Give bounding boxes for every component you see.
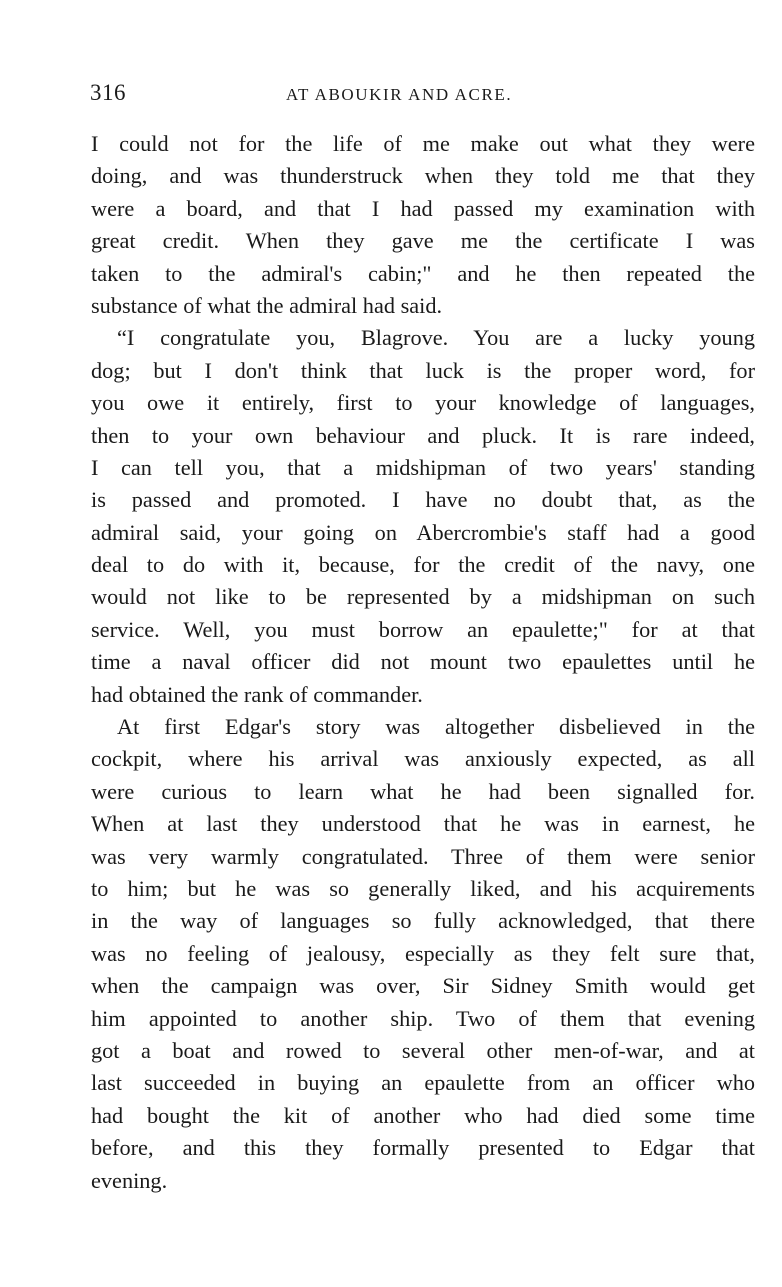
text-line: doing, and was thunderstruck when they told me that they bbox=[91, 163, 755, 189]
paragraph-2 bbox=[91, 322, 755, 711]
text-line: was no feeling of jealousy, especially as they felt sure that, bbox=[91, 940, 755, 966]
running-head bbox=[90, 78, 752, 108]
text-line: had bought the kit of another who had died some time bbox=[91, 1102, 755, 1128]
text-line: substance of what the admiral had said. bbox=[91, 292, 443, 318]
running-title: AT ABOUKIR AND ACRE. bbox=[286, 85, 513, 104]
text-line: to him; but he was so generally liked, and his acquirements bbox=[91, 875, 755, 901]
text-line: deal to do with it, because, for the credit of the navy, one bbox=[91, 552, 755, 578]
paragraph-3 bbox=[91, 711, 755, 1197]
text-line: last succeeded in buying an epaulette from an officer who bbox=[91, 1070, 755, 1096]
text-line: time a naval officer did not mount two epaulettes until he bbox=[91, 649, 755, 675]
text-line: At first Edgar's story was altogether disbelieved in the bbox=[117, 714, 755, 740]
paragraph-1 bbox=[91, 128, 755, 322]
text-line: evening. bbox=[91, 1167, 168, 1193]
text-line: were curious to learn what he had been signalled for. bbox=[91, 778, 755, 804]
text-line: had obtained the rank of commander. bbox=[91, 681, 423, 707]
text-line: when the campaign was over, Sir Sidney Smith would get bbox=[91, 973, 755, 999]
text-line: I can tell you, that a midshipman of two years' standing bbox=[91, 454, 755, 480]
text-line: dog; but I don't think that luck is the proper word, for bbox=[91, 357, 755, 383]
text-line: then to your own behaviour and pluck. It is rare indeed, bbox=[91, 422, 755, 448]
text-line: would not like to be represented by a midshipman on such bbox=[91, 584, 755, 610]
text-line: great credit. When they gave me the certificate I was bbox=[91, 228, 755, 254]
text-line: I could not for the life of me make out what they were bbox=[91, 131, 755, 156]
text-line: is passed and promoted. I have no doubt that, as the bbox=[91, 487, 755, 513]
text-line: were a board, and that I had passed my examination with bbox=[91, 195, 755, 221]
text-line: in the way of languages so fully acknowledged, that there bbox=[91, 908, 755, 934]
page-number: 316 bbox=[90, 80, 126, 105]
text-line: got a boat and rowed to several other men-of-war, and at bbox=[91, 1037, 755, 1063]
text-line: cockpit, where his arrival was anxiously expected, as all bbox=[91, 746, 755, 772]
text-line: taken to the admiral's cabin;" and he then repeated the bbox=[91, 260, 755, 286]
text-line: was very warmly congratulated. Three of them were senior bbox=[91, 843, 755, 869]
text-line: “I congratulate you, Blagrove. You are a lucky young bbox=[117, 325, 755, 351]
text-line: When at last they understood that he was in earnest, he bbox=[91, 811, 755, 837]
text-line: him appointed to another ship. Two of them that evening bbox=[91, 1005, 755, 1031]
text-line: before, and this they formally presented to Edgar that bbox=[91, 1135, 755, 1161]
body-text bbox=[91, 128, 755, 1197]
text-line: you owe it entirely, first to your knowledge of languages, bbox=[91, 390, 755, 416]
text-line: service. Well, you must borrow an epaulette;" for at that bbox=[91, 616, 755, 642]
text-line: admiral said, your going on Abercrombie's staff had a good bbox=[91, 519, 755, 545]
